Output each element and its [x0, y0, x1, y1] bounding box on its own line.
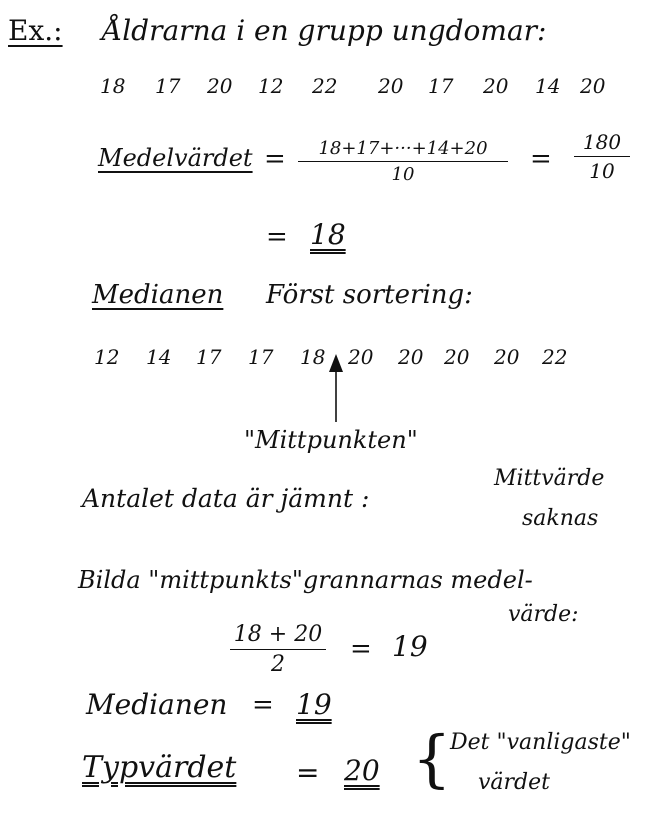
mean-denominator: 10: [391, 164, 415, 185]
sorting-note: Först sortering:: [266, 280, 473, 310]
missing-mid-line1: Mittvärde: [494, 466, 605, 491]
neighbors-text-line2: värde:: [508, 602, 579, 627]
neighbors-denominator: 2: [271, 652, 285, 677]
neighbors-result: 19: [392, 630, 428, 663]
age-value: 17: [428, 74, 454, 98]
median-label: Medianen: [92, 280, 224, 310]
mean-label: Medelvärdet: [98, 144, 253, 172]
sorted-value: 20: [348, 345, 374, 369]
mean-numerator: 18+17+···+14+20: [318, 138, 488, 159]
age-value: 20: [378, 74, 404, 98]
age-value: 22: [312, 74, 338, 98]
mode-brace: {: [412, 722, 452, 795]
age-value: 14: [535, 74, 561, 98]
midpoint-label: "Mittpunkten": [244, 426, 418, 454]
mean-equals-2: =: [530, 144, 552, 174]
age-value: 20: [207, 74, 233, 98]
sorted-value: 12: [94, 345, 120, 369]
fraction-bar: [230, 649, 326, 650]
sorted-value: 20: [444, 345, 470, 369]
mode-result: 20: [344, 754, 380, 787]
mean-equals: =: [264, 144, 286, 174]
mean-numerator-2: 180: [582, 130, 622, 154]
neighbors-numerator: 18 + 20: [233, 622, 323, 647]
mode-equals: =: [296, 756, 320, 789]
even-count-text: Antalet data är jämnt :: [82, 484, 370, 513]
mean-result: 18: [310, 218, 346, 251]
example-label: Ex.:: [8, 14, 63, 47]
sorted-value: 22: [542, 345, 568, 369]
mode-note-line2: värdet: [478, 770, 551, 795]
age-value: 17: [155, 74, 181, 98]
age-value: 20: [580, 74, 606, 98]
median-result: 19: [296, 688, 332, 721]
mean-result-equals: =: [266, 222, 288, 252]
missing-mid-line2: saknas: [522, 506, 599, 531]
neighbors-text-line1: Bilda "mittpunkts"grannarnas medel-: [78, 566, 533, 594]
page-title: Åldrarna i en grupp ungdomar:: [102, 14, 547, 47]
age-value: 20: [483, 74, 509, 98]
neighbors-fraction: [230, 622, 326, 677]
sorted-value: 14: [146, 345, 172, 369]
sorted-value: 17: [196, 345, 222, 369]
age-value: 18: [100, 74, 126, 98]
sorted-value: 20: [494, 345, 520, 369]
neighbors-equals: =: [350, 634, 372, 664]
mode-note-line1: Det "vanligaste": [450, 730, 631, 755]
mean-denominator-2: 10: [589, 159, 615, 183]
mode-label: Typvärdet: [82, 750, 237, 785]
age-value: 12: [258, 74, 284, 98]
median-result-label: Medianen: [86, 688, 228, 721]
median-result-equals: =: [252, 690, 274, 720]
sorted-value: 18: [300, 345, 326, 369]
sorted-value: 17: [248, 345, 274, 369]
sorted-value: 20: [398, 345, 424, 369]
